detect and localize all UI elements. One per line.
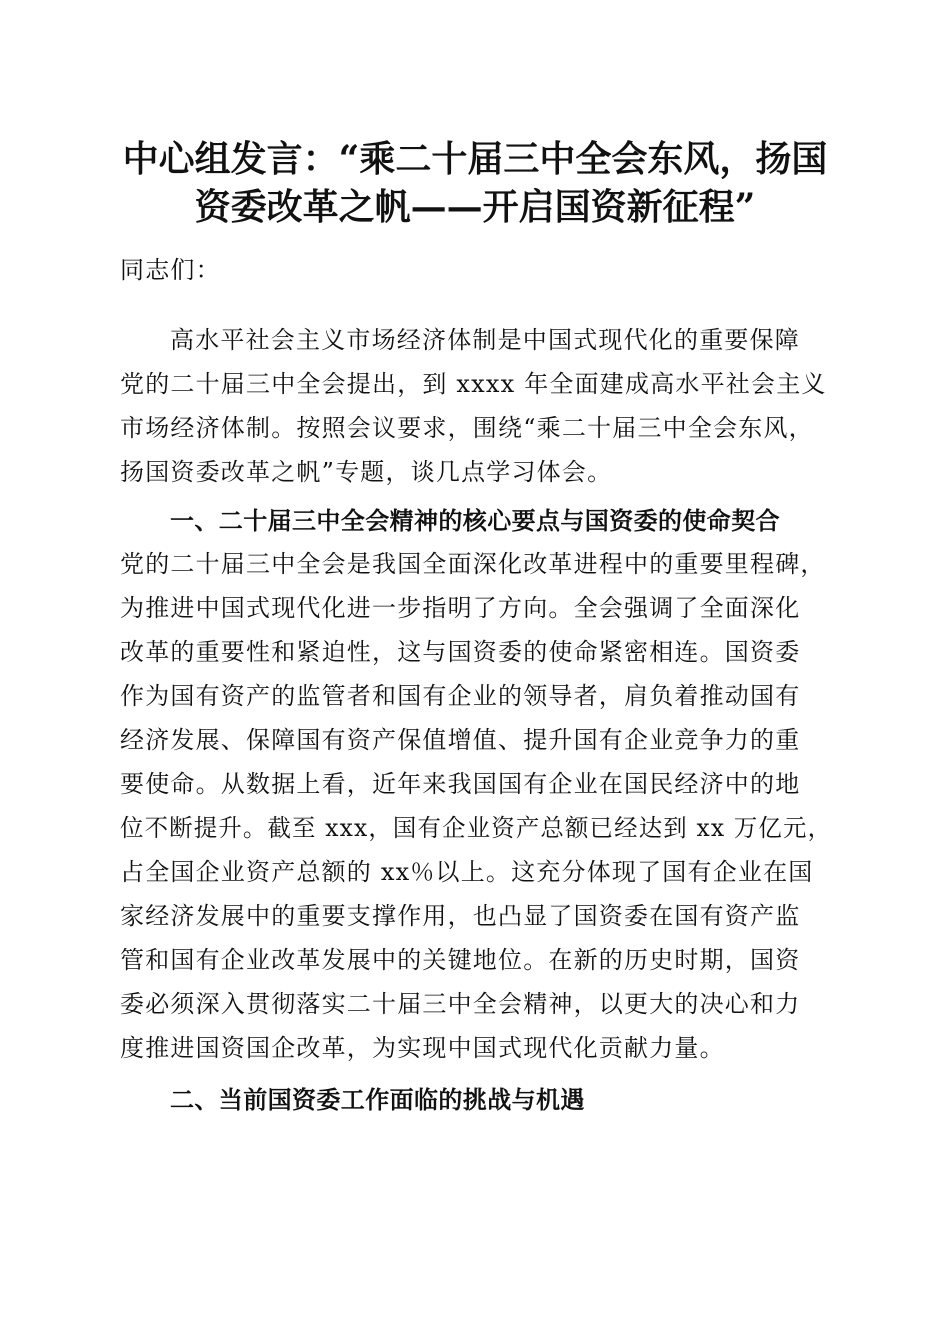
section-1-heading: 一、二十届三中全会精神的核心要点与国资委的使命契合 bbox=[170, 507, 780, 535]
section-1-line-3: 改革的重要性和紧迫性，这与国资委的使命紧密相连。国资委 bbox=[120, 638, 801, 666]
greeting: 同志们： bbox=[120, 256, 221, 284]
section-2-heading: 二、当前国资委工作面临的挑战与机遇 bbox=[170, 1086, 585, 1114]
section-1-line-6: 要使命。从数据上看，近年来我国国有企业在国民经济中的地 bbox=[120, 770, 801, 798]
section-1-line-7: 位不断提升。截至 xxx，国有企业资产总额已经达到 xx 万亿元， bbox=[120, 814, 833, 842]
section-1-line-11: 委必须深入贯彻落实二十届三中全会精神，以更大的决心和力 bbox=[120, 990, 801, 1018]
section-1-line-9: 家经济发展中的重要支撑作用，也凸显了国资委在国有资产监 bbox=[120, 902, 801, 930]
intro-line-4: 扬国资委改革之帆”专题，谈几点学习体会。 bbox=[120, 458, 613, 486]
section-1-line-5: 经济发展、保障国有资产保值增值、提升国有企业竞争力的重 bbox=[120, 726, 801, 754]
intro-line-2: 党的二十届三中全会提出，到 xxxx 年全面建成高水平社会主义 bbox=[120, 370, 827, 398]
section-1-line-10: 管和国有企业改革发展中的关键地位。在新的历史时期，国资 bbox=[120, 946, 801, 974]
document-title-line-1: 中心组发言：“乘二十届三中全会东风，扬国 bbox=[122, 138, 828, 180]
document-title-line-2: 资委改革之帆——开启国资新征程” bbox=[194, 186, 756, 228]
section-1-line-2: 为推进中国式现代化进一步指明了方向。全会强调了全面深化 bbox=[120, 594, 801, 622]
section-1-line-8: 占全国企业资产总额的 xx％以上。这充分体现了国有企业在国 bbox=[120, 858, 814, 886]
intro-line-1: 高水平社会主义市场经济体制是中国式现代化的重要保障 bbox=[170, 326, 800, 354]
section-1-line-12: 度推进国资国企改革，为实现中国式现代化贡献力量。 bbox=[120, 1034, 725, 1062]
intro-line-3: 市场经济体制。按照会议要求，围绕“乘二十届三中全会东风， bbox=[120, 414, 814, 442]
section-1-line-1: 党的二十届三中全会是我国全面深化改革进程中的重要里程碑， bbox=[120, 550, 826, 578]
section-1-line-4: 作为国有资产的监管者和国有企业的领导者，肩负着推动国有 bbox=[120, 682, 801, 710]
